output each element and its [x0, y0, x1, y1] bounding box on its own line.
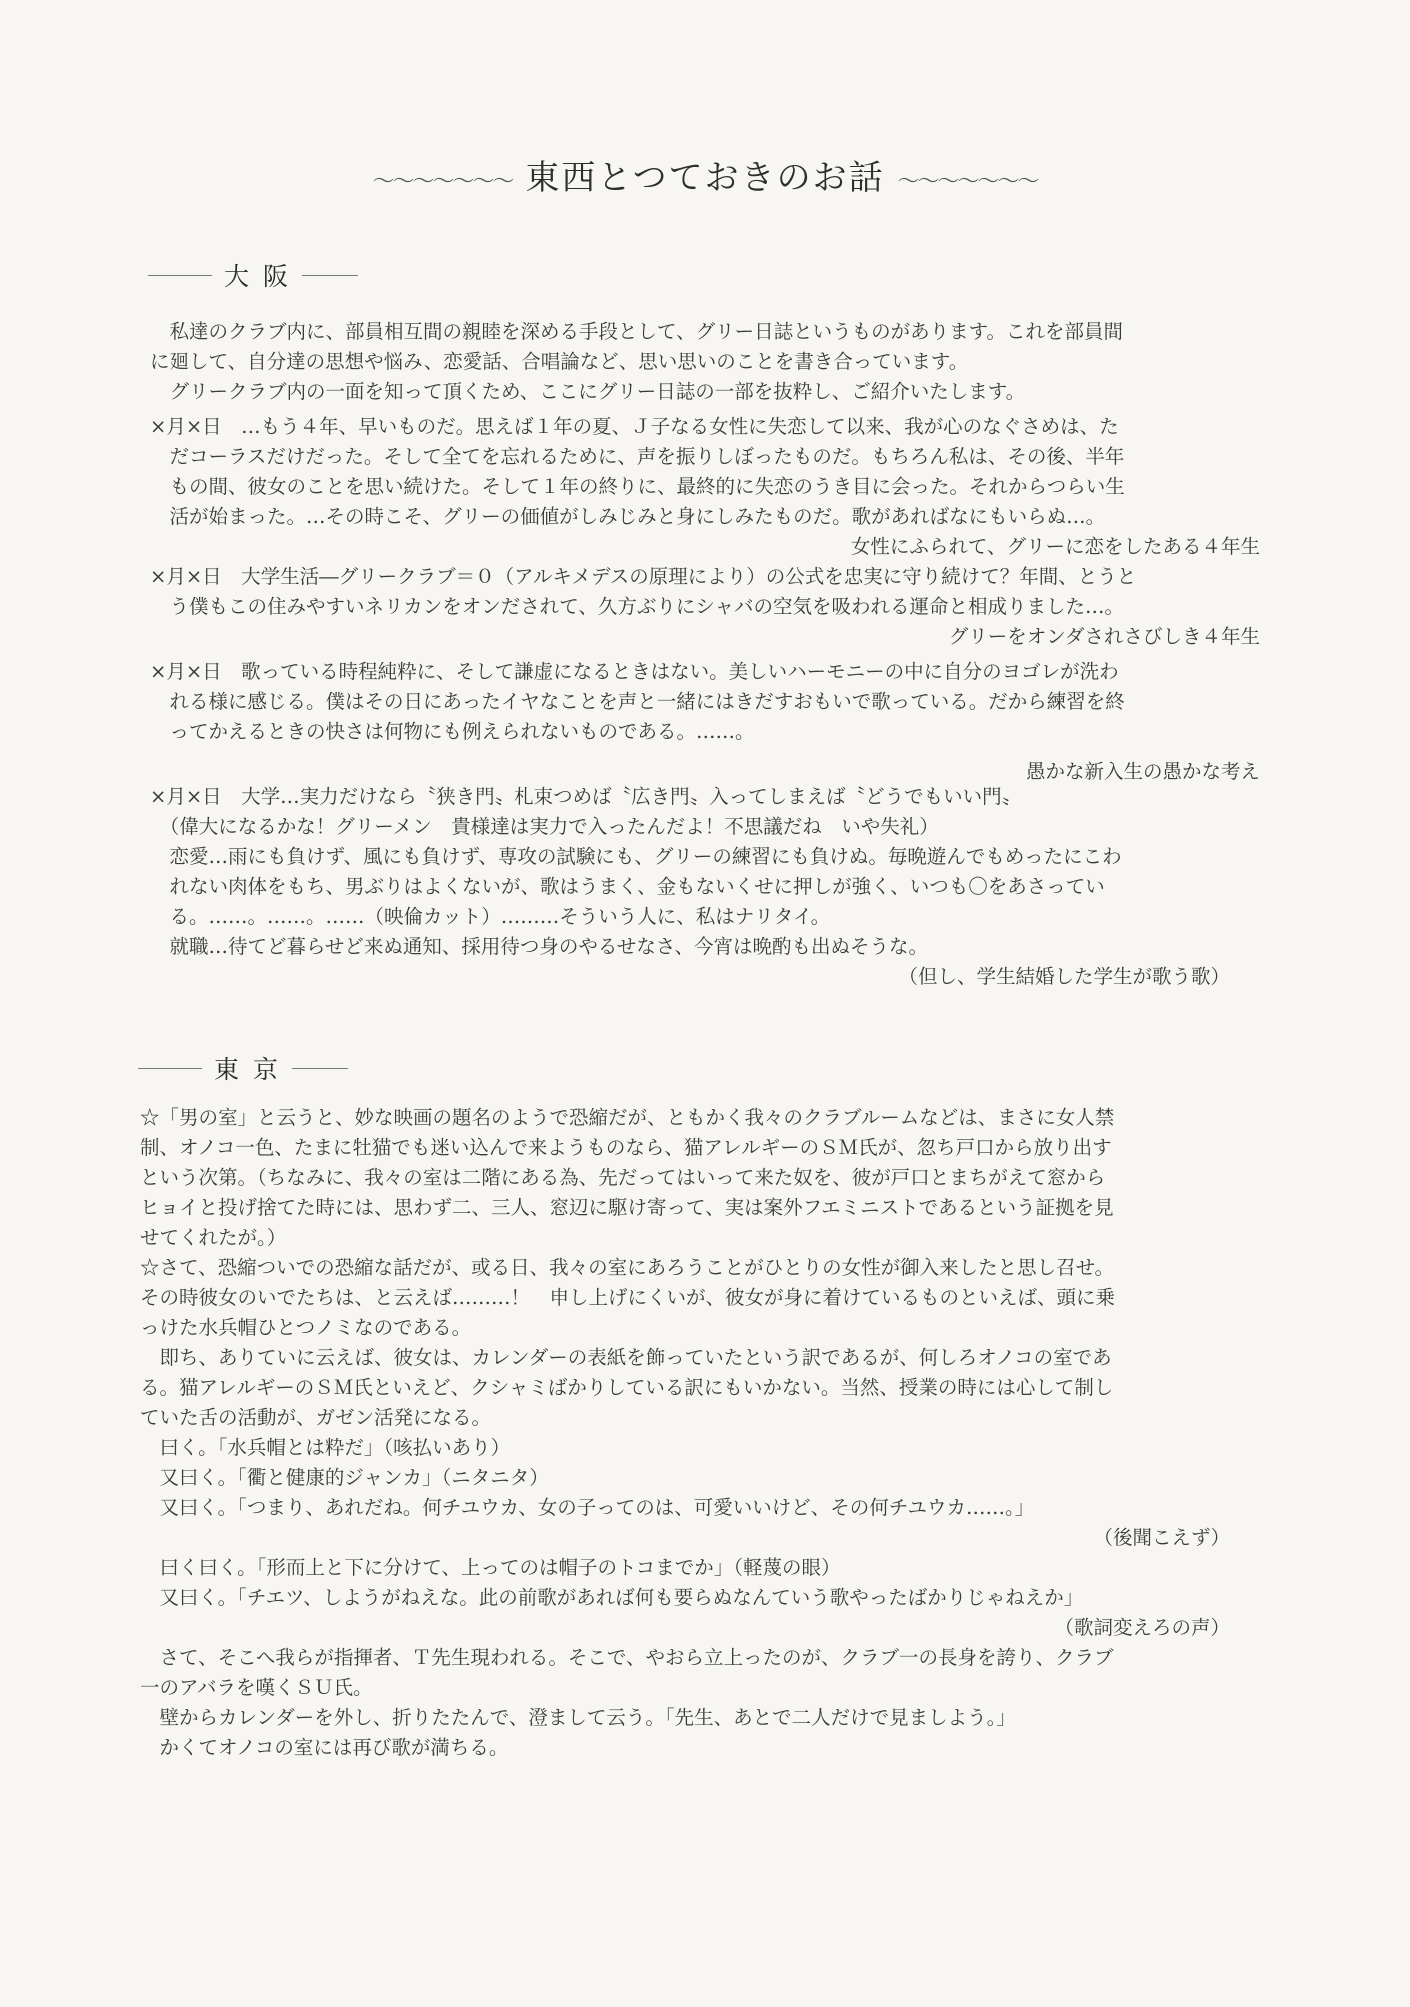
text-line: 又曰く。「チエツ、しようがねえな。此の前歌があれば何も要らぬなんていう歌やったばかりじゃねえか」 [140, 1586, 1084, 1609]
osaka-intro [150, 317, 1260, 407]
text-line: 即ち、ありていに云えば、彼女は、カレンダーの表紙を飾っていたという訳であるが、何しろオノコの室であ [140, 1346, 1112, 1369]
text-line: という次第。（ちなみに、我々の室は二階にある為、先だってはいって来た奴を、彼が戸口とまちがえて窓から [140, 1166, 1106, 1189]
text-line: ×月×日 歌っている時程純粋に、そして謙虚になるときはない。美しいハーモニーの中に自分のヨゴレが洗わ [150, 660, 1119, 683]
text-line: その時彼女のいでたちは、と云えば………！ 申し上げにくいが、彼女が身に着けているものといえば、頭に乗 [140, 1286, 1116, 1309]
heading-rule-left [148, 275, 212, 276]
text-line: ってかえるときの快さは何物にも例えられないものである。……。 [150, 720, 755, 743]
text-line: っけた水兵帽ひとつノミなのである。 [140, 1316, 472, 1339]
heading-rule-left [138, 1068, 202, 1069]
title-wave-right: 〜〜〜〜〜〜〜 [897, 169, 1038, 195]
text-line: ×月×日 大学…実力だけなら〝狭き門〟札束つめば〝広き門〟入ってしまえば〝どうでもいい門〟 [150, 785, 1022, 808]
aside-note: （歌詞変えろの声） [1054, 1616, 1230, 1639]
heading-rule-right [292, 1068, 348, 1069]
text-line: れない肉体をもち、男ぶりはよくないが、歌はうまく、金もないくせに押しが強く、いつも〇をあさってい [150, 875, 1105, 898]
text-line: だコーラスだけだった。そして全てを忘れるために、声を振りしぼったものだ。もちろん私は、その後、半年 [150, 445, 1125, 468]
text-line: ヒョイと投げ捨てた時には、思わず二、三人、窓辺に駆け寄って、実は案外フエミニストであるという証拠を見 [140, 1196, 1114, 1219]
text-line: 就職…待てど暮らせど来ぬ通知、採用待つ身のやるせなさ、今宵は晩酌も出ぬそうな。 [150, 935, 929, 958]
text-line: せてくれたが。） [140, 1226, 287, 1249]
diary-entry-3 [150, 657, 1260, 787]
text-line: ×月×日 大学生活―グリークラブ＝０（アルキメデスの原理により）の公式を忠実に守り続けて？年間、とうと [150, 565, 1137, 588]
text-line: （偉大になるかな！グリーメン 貴様達は実力で入ったんだよ！不思議だね いや失礼） [150, 815, 939, 838]
text-line: ×月×日 …もう４年、早いものだ。思えば１年の夏、Ｊ子なる女性に失恋して以来、我が心のなぐさめは、た [150, 415, 1119, 438]
tokyo-heading-text: 東京 [214, 1055, 293, 1084]
text-line: う僕もこの住みやすいネリカンをオンだされて、久方ぶりにシャバの空気を吸われる運命と相成りました…。 [150, 595, 1125, 618]
text-line: 曰く。「水兵帽とは粋だ」（咳払いあり） [140, 1436, 511, 1459]
text-line: もの間、彼女のことを思い続けた。そして１年の終りに、最終的に失恋のうき目に会った。それからつらい生 [150, 475, 1125, 498]
diary-entry-1 [150, 412, 1260, 562]
text-line: れる様に感じる。僕はその日にあったイヤなことを声と一緒にはきだすおもいで歌っている。だから練習を終 [150, 690, 1125, 713]
osaka-heading-text: 大阪 [224, 262, 303, 291]
title-wave-left: 〜〜〜〜〜〜〜 [372, 169, 513, 195]
text-line: 曰く曰く。「形而上と下に分けて、上ってのは帽子のトコまでか」（軽蔑の眼） [140, 1556, 841, 1579]
osaka-heading [148, 257, 358, 293]
text-line: 一のアバラを嘆くＳＵ氏。 [140, 1676, 373, 1699]
text-line: ☆「男の室」と云うと、妙な映画の題名のようで恐縮だが、ともかく我々のクラブルームなどは、まさに女人禁 [140, 1106, 1115, 1129]
text-line: かくてオノコの室には再び歌が満ちる。 [140, 1736, 509, 1759]
text-line: 恋愛…雨にも負けず、風にも負けず、専攻の試験にも、グリーの練習にも負けぬ。毎晩遊んでもめったにこわ [150, 845, 1122, 868]
text-line: 又曰く。「つまり、あれだね。何チユウカ、女の子ってのは、可愛いいけど、その何チユウカ……。」 [140, 1496, 1035, 1519]
aside-note: （後聞こえず） [1093, 1526, 1230, 1549]
text-line: 又曰く。「衢と健康的ジャンカ」（ニタニタ） [140, 1466, 549, 1489]
text-line: る。……。……。……（映倫カット）………そういう人に、私はナリタイ。 [150, 905, 831, 928]
text-line: に廻して、自分達の思想や悩み、恋愛話、合唱論など、思い思いのことを書き合っています。 [150, 350, 969, 373]
entry-signature: （但し、学生結婚した学生が歌う歌） [898, 965, 1230, 988]
page-title [0, 150, 1410, 199]
entry-signature: 女性にふられて、グリーに恋をしたある４年生 [850, 535, 1260, 558]
diary-entry-4 [150, 782, 1260, 992]
text-line: 壁からカレンダーを外し、折りたたんで、澄まして云う。「先生、あとで二人だけで見ましよう。」 [140, 1706, 1016, 1729]
text-line: ☆さて、恐縮ついでの恐縮な話だが、或る日、我々の室にあろうことがひとりの女性が御入来したと思し召せ。 [140, 1256, 1115, 1279]
text-line: 私達のクラブ内に、部員相互間の親睦を深める手段として、グリー日誌というものがあります。これを部員間 [150, 320, 1124, 343]
text-line: ていた舌の活動が、ガゼン活発になる。 [140, 1406, 492, 1429]
text-line: グリークラブ内の一面を知って頂くため、ここにグリー日誌の一部を抜粋し、ご紹介いたします。 [150, 380, 1026, 403]
heading-rule-right [302, 275, 358, 276]
diary-entry-2 [150, 562, 1260, 652]
text-line: る。猫アレルギーのＳＭ氏といえど、クシャミばかりしている訳にもいかない。当然、授業の時には心して制し [140, 1376, 1114, 1399]
tokyo-heading [138, 1050, 348, 1086]
text-line: 活が始まった。…その時こそ、グリーの価値がしみじみと身にしみたものだ。歌があればなにもいらぬ…。 [150, 505, 1106, 528]
entry-signature: グリーをオンダされさびしき４年生 [948, 625, 1260, 648]
tokyo-body [140, 1103, 1260, 1763]
title-text: 東西とつておきのお話 [525, 158, 885, 198]
text-line: さて、そこへ我らが指揮者、Ｔ先生現われる。そこで、やおら立上ったのが、クラブ一の長身を誇り、クラブ [140, 1646, 1114, 1669]
text-line: 制、オノコ一色、たまに牡猫でも迷い込んで来ようものなら、猫アレルギーのＳＭ氏が、忽ち戸口から放り出す [140, 1136, 1112, 1159]
entry-signature: 愚かな新入生の愚かな考え [1025, 760, 1260, 783]
